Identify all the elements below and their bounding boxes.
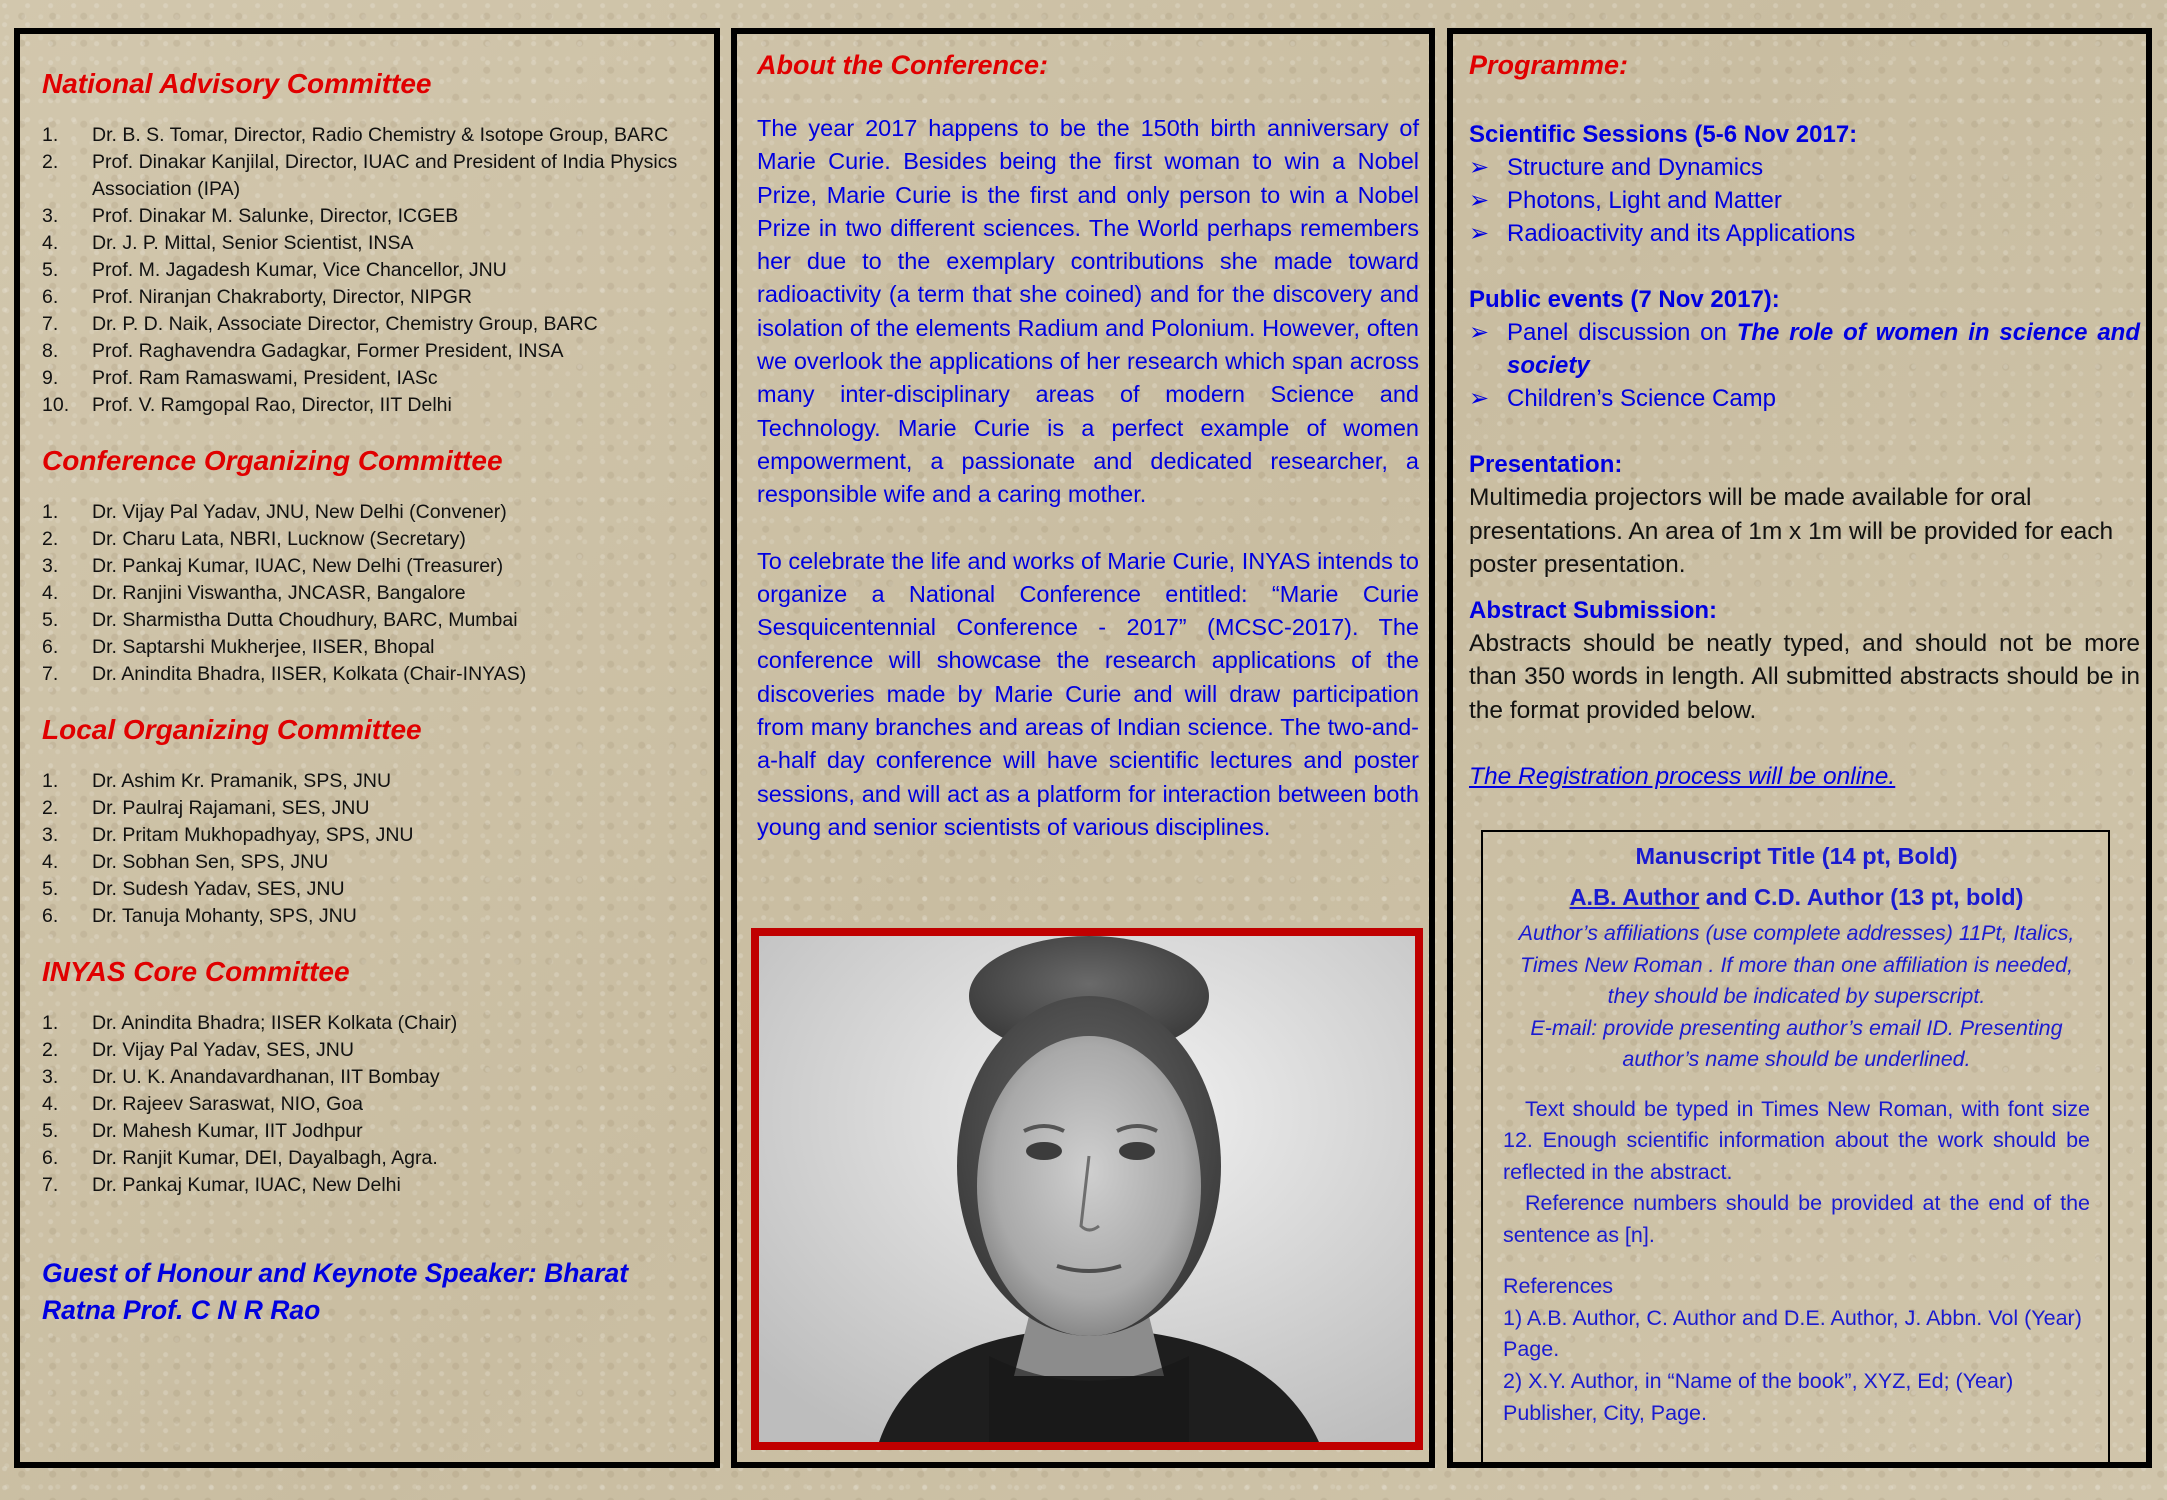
list-item-text: Dr. Pankaj Kumar, IUAC, New Delhi (Treasurer)	[92, 555, 504, 577]
list-item-number: 4.	[42, 1093, 59, 1115]
about-panel	[731, 28, 1435, 1468]
list-item	[42, 795, 700, 822]
list-item-text: Dr. Paulraj Rajamani, SES, JNU	[92, 797, 370, 819]
list-item	[42, 903, 700, 930]
list-item-text: Dr. Anindita Bhadra, IISER, Kolkata (Chair-INYAS)	[92, 663, 527, 685]
arrow-bullet-icon: ➢	[1469, 385, 1490, 412]
inyas-committee-list	[42, 1010, 700, 1199]
list-item-number: 6.	[42, 636, 59, 658]
public-events-heading: Public events (7 Nov 2017):	[1469, 286, 1780, 313]
local-committee-heading: Local Organizing Committee	[42, 714, 422, 745]
list-item-text: Dr. P. D. Naik, Associate Director, Chemistry Group, BARC	[92, 313, 598, 335]
list-item	[42, 876, 700, 903]
list-item-number: 2.	[42, 151, 59, 173]
local-committee-list	[42, 768, 700, 930]
about-paragraph-1: The year 2017 happens to be the 150th birth anniversary of Marie Curie. Besides being the first woman to win a Nobel Prize, Marie Curie is the first and only person to win a Nobel Prize in two different sciences. The World perhaps remembers her due to the exemplary contributions she made toward radioactivity (a term that she coined) and for the discovery and isolation of the elements Radium and Polonium. However, often we overlook the applications of her research which span across many inter-disciplinary areas of modern Science and Technology. Marie Curie is a perfect example of women empowerment, a passionate and dedicated researcher, a responsible wife and a caring mother.	[757, 115, 1419, 508]
list-item-number: 5.	[42, 1120, 59, 1142]
list-item-number: 6.	[42, 1147, 59, 1169]
list-item-number: 2.	[42, 797, 59, 819]
list-item-number: 2.	[42, 528, 59, 550]
session-item: ➢ Structure and Dynamics	[1469, 151, 2140, 184]
presentation-heading: Presentation:	[1469, 451, 1623, 478]
list-item-number: 3.	[42, 205, 59, 227]
list-item-number: 1.	[42, 124, 59, 146]
list-item-number: 5.	[42, 878, 59, 900]
scientific-sessions-list	[1469, 151, 2140, 250]
list-item-number: 8.	[42, 340, 59, 362]
science-camp-item: ➢ Children’s Science Camp	[1469, 382, 2140, 415]
arrow-bullet-icon: ➢	[1469, 154, 1490, 181]
list-item-number: 4.	[42, 851, 59, 873]
list-item-text: Dr. Charu Lata, NBRI, Lucknow (Secretary)	[92, 528, 466, 550]
list-item-text: Dr. Pankaj Kumar, IUAC, New Delhi	[92, 1174, 401, 1196]
list-item-text: Dr. Rajeev Saraswat, NIO, Goa	[92, 1093, 363, 1115]
list-item	[42, 284, 700, 311]
manuscript-title: Manuscript Title (14 pt, Bold)	[1635, 843, 1958, 869]
manuscript-authors: A.B. Author and C.D. Author (13 pt, bold)	[1569, 884, 2024, 910]
presentation-text: Multimedia projectors will be made available for oral presentations. An area of 1m x 1m will be provided for each poster presentation.	[1469, 484, 2114, 578]
list-item-text: Dr. Sudesh Yadav, SES, JNU	[92, 878, 345, 900]
references-heading: References	[1503, 1274, 1613, 1298]
portrait-photo	[759, 936, 1415, 1442]
list-item-text: Dr. Ranjini Viswantha, JNCASR, Bangalore	[92, 582, 466, 604]
list-item	[42, 607, 700, 634]
manuscript-email: E-mail: provide presenting author’s email ID. Presenting author’s name should be underlined.	[1530, 1015, 2063, 1071]
list-item-text: Dr. Mahesh Kumar, IIT Jodhpur	[92, 1120, 363, 1142]
manuscript-body-1: Text should be typed in Times New Roman, with font size 12. Enough scientific information about the work should be reflected in the abstract.	[1503, 1096, 2090, 1184]
list-item	[42, 661, 700, 688]
list-item-number: 6.	[42, 286, 59, 308]
list-item-number: 6.	[42, 905, 59, 927]
list-item	[42, 230, 700, 257]
list-item-text: Dr. Tanuja Mohanty, SPS, JNU	[92, 905, 357, 927]
list-item-text: Prof. V. Ramgopal Rao, Director, IIT Delhi	[92, 394, 452, 416]
list-item-number: 3.	[42, 824, 59, 846]
list-item	[42, 1091, 700, 1118]
list-item-text: Prof. Dinakar Kanjilal, Director, IUAC and President of India Physics Association (IPA)	[92, 151, 678, 200]
list-item-number: 5.	[42, 609, 59, 631]
list-item	[42, 203, 700, 230]
list-item	[42, 338, 700, 365]
list-item-number: 5.	[42, 259, 59, 281]
manuscript-template-box	[1481, 830, 2110, 1464]
list-item-text: Dr. B. S. Tomar, Director, Radio Chemistry & Isotope Group, BARC	[92, 124, 669, 146]
reference-2: 2) X.Y. Author, in “Name of the book”, XYZ, Ed; (Year) Publisher, City, Page.	[1503, 1369, 2014, 1425]
list-item	[42, 1064, 700, 1091]
list-item	[42, 1010, 700, 1037]
list-item-number: 9.	[42, 367, 59, 389]
list-item-text: Prof. Niranjan Chakraborty, Director, NIPGR	[92, 286, 473, 308]
list-item	[42, 1037, 700, 1064]
manuscript-body-2: Reference numbers should be provided at the end of the sentence as [n].	[1503, 1191, 2090, 1247]
national-advisory-heading: National Advisory Committee	[42, 68, 432, 99]
list-item	[42, 365, 700, 392]
list-item-number: 3.	[42, 1066, 59, 1088]
list-item	[42, 822, 700, 849]
manuscript-affiliations: Author’s affiliations (use complete addresses) 11Pt, Italics, Times New Roman . If more than one affiliation is needed, they should be indicated by superscript.	[1518, 921, 2075, 1008]
list-item-text: Prof. M. Jagadesh Kumar, Vice Chancellor, JNU	[92, 259, 507, 281]
list-item-text: Dr. J. P. Mittal, Senior Scientist, INSA	[92, 232, 414, 254]
list-item-number: 2.	[42, 1039, 59, 1061]
list-item-number: 4.	[42, 582, 59, 604]
list-item-text: Dr. U. K. Anandavardhanan, IIT Bombay	[92, 1066, 440, 1088]
manuscript-references	[1503, 1271, 2090, 1430]
panel-discussion-item: ➢ Panel discussion on The role of women in science and society	[1469, 316, 2140, 382]
abstract-text: Abstracts should be neatly typed, and should not be more than 350 words in length. All submitted abstracts should be in the format provided below.	[1469, 629, 2140, 724]
committees-panel	[14, 28, 720, 1468]
list-item	[42, 634, 700, 661]
list-item-text: Dr. Vijay Pal Yadav, SES, JNU	[92, 1039, 354, 1061]
programme-heading: Programme:	[1469, 50, 1629, 80]
list-item	[42, 311, 700, 338]
list-item-text: Dr. Ranjit Kumar, DEI, Dayalbagh, Agra.	[92, 1147, 438, 1169]
list-item-text: Dr. Pritam Mukhopadhyay, SPS, JNU	[92, 824, 414, 846]
list-item-text: Prof. Ram Ramaswami, President, IASc	[92, 367, 438, 389]
about-heading: About the Conference:	[757, 50, 1049, 80]
marie-curie-photo	[751, 928, 1423, 1450]
session-item: ➢ Photons, Light and Matter	[1469, 184, 2140, 217]
list-item-number: 7.	[42, 663, 59, 685]
list-item	[42, 257, 700, 284]
arrow-bullet-icon: ➢	[1469, 187, 1490, 214]
list-item	[42, 392, 700, 419]
list-item-number: 1.	[42, 770, 59, 792]
national-advisory-list	[42, 122, 700, 419]
list-item-number: 4.	[42, 232, 59, 254]
list-item-text: Prof. Raghavendra Gadagkar, Former President, INSA	[92, 340, 564, 362]
arrow-bullet-icon: ➢	[1469, 220, 1490, 247]
reference-1: 1) A.B. Author, C. Author and D.E. Author, J. Abbn. Vol (Year) Page.	[1503, 1305, 2082, 1362]
abstract-heading: Abstract Submission:	[1469, 596, 1718, 624]
organizing-committee-list	[42, 499, 700, 688]
list-item	[42, 149, 700, 203]
list-item	[42, 122, 700, 149]
list-item-number: 7.	[42, 1174, 59, 1196]
list-item-text: Dr. Saptarshi Mukherjee, IISER, Bhopal	[92, 636, 435, 658]
list-item-number: 7.	[42, 313, 59, 335]
list-item	[42, 526, 700, 553]
list-item-number: 10.	[42, 394, 70, 416]
list-item-text: Dr. Sharmistha Dutta Choudhury, BARC, Mumbai	[92, 609, 518, 631]
list-item-text: Dr. Ashim Kr. Pramanik, SPS, JNU	[92, 770, 392, 792]
panel-discussion-title: The role of women in science and society	[1507, 319, 2140, 379]
list-item-text: Dr. Anindita Bhadra; IISER Kolkata (Chair)	[92, 1012, 458, 1034]
arrow-bullet-icon: ➢	[1469, 319, 1490, 346]
list-item-number: 1.	[42, 501, 59, 523]
session-item: ➢ Radioactivity and its Applications	[1469, 217, 2140, 250]
list-item	[42, 553, 700, 580]
list-item	[42, 1172, 700, 1199]
list-item-text: Dr. Vijay Pal Yadav, JNU, New Delhi (Convener)	[92, 501, 507, 523]
scientific-sessions-heading: Scientific Sessions (5-6 Nov 2017:	[1469, 121, 1858, 148]
list-item	[42, 1118, 700, 1145]
programme-panel	[1447, 28, 2152, 1468]
list-item-number: 1.	[42, 1012, 59, 1034]
list-item-text: Dr. Sobhan Sen, SPS, JNU	[92, 851, 329, 873]
list-item	[42, 849, 700, 876]
guest-of-honour: Guest of Honour and Keynote Speaker: Bharat Ratna Prof. C N R Rao	[42, 1258, 629, 1325]
inyas-committee-heading: INYAS Core Committee	[42, 956, 350, 987]
list-item-number: 3.	[42, 555, 59, 577]
list-item-text: Prof. Dinakar M. Salunke, Director, ICGEB	[92, 205, 459, 227]
list-item	[42, 499, 700, 526]
organizing-committee-heading: Conference Organizing Committee	[42, 445, 503, 476]
list-item	[42, 768, 700, 795]
public-events-list	[1469, 316, 2140, 415]
registration-link[interactable]: The Registration process will be online.	[1469, 763, 1896, 790]
list-item	[42, 1145, 700, 1172]
list-item	[42, 580, 700, 607]
about-paragraph-2: To celebrate the life and works of Marie Curie, INYAS intends to organize a National Conference entitled: “Marie Curie Sesquicentennial Conference - 2017” (MCSC-2017). The conference will showcase the research applications of the discoveries made by Marie Curie and will draw participation from many branches and areas of Indian science. The two-and-a-half day conference will have scientific lectures and poster sessions, and will act as a platform for interaction between both young and senior scientists of various disciplines.	[757, 547, 1419, 840]
